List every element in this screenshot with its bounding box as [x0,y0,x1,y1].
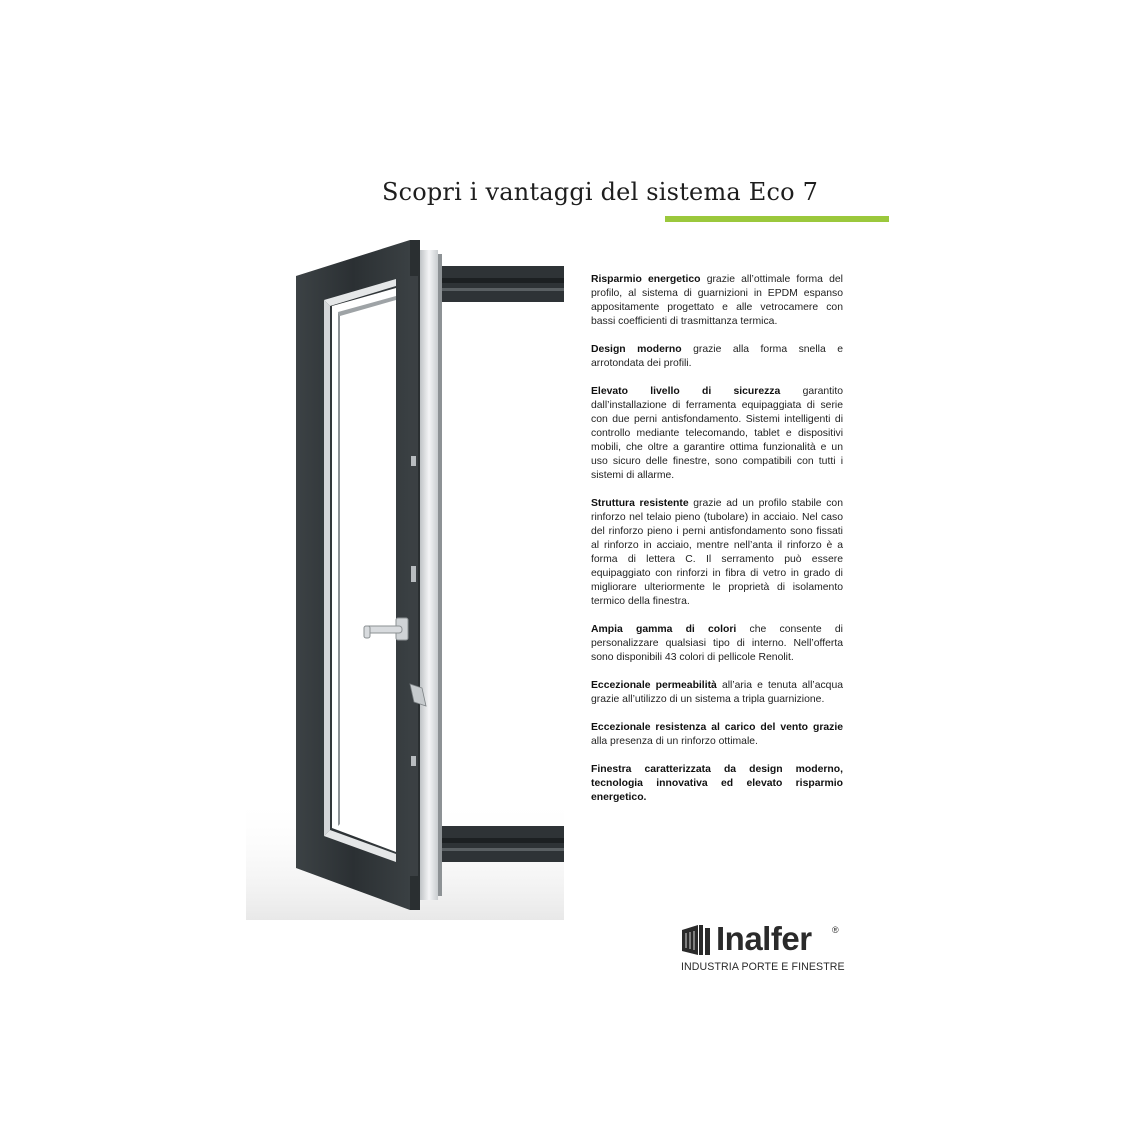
feature-security: Elevato livello di sicurezza garantito dall’installazione di ferramenta equipaggiata di serie con due perni antisfondamento. Sistemi intelligenti di controllo mediante telecomando, tablet e dispositivi mobili, che oltre a garantire ottima funzionalità e un uso sicuro delle finestre, sono compatibili con tutti i sistemi di allarme. [591,386,843,481]
feature-structure: Struttura resistente grazie ad un profilo stabile con rinforzo nel telaio pieno (tubolare) in acciaio. Nel caso del rinforzo pieno i perni antisfondamento sono fissati al rinforzo in acciaio, mentre nell’anta il rinforzo è a forma di lettera C. Il serramento può essere equipaggiato con rinforzi in fibra di vetro in grado di migliorare ulteriormente le proprietà di isolamento termico della finestra. [591,498,843,607]
inalfer-logo [680,922,850,978]
logo-tagline: INDUSTRIA PORTE E FINESTRE [681,961,845,973]
page-title: Scopri i vantaggi del sistema Eco 7 [381,178,819,206]
feature-energy-saving: Risparmio energetico grazie all’ottimale forma del profilo, al sistema di guarnizioni in EPDM espanso appositamente progettato e alle vetrocamere con bassi coefficienti di trasmittanza termica. [591,274,843,327]
feature-colors: Ampia gamma di colori che consente di personalizzare qualsiasi tipo di interno. Nell’offerta sono disponibili 43 colori di pellicole Renolit. [591,624,843,663]
feature-wind-resistance: Eccezionale resistenza al carico del vento grazie alla presenza di un rinforzo ottimale. [591,722,843,747]
inalfer-door-icon [680,924,712,956]
feature-list [591,273,843,819]
registered-mark: ® [832,925,839,935]
feature-summary: Finestra caratterizzata da design moderno, tecnologia innovativa ed elevato risparmio energetico. [591,764,843,803]
feature-permeability: Eccezionale permeabilità all’aria e tenuta all’acqua grazie all’utilizzo di un sistema a tripla guarnizione. [591,680,844,705]
window-casement-icon [246,236,564,920]
feature-modern-design: Design moderno grazie alla forma snella e arrotondata dei profili. [591,344,843,369]
accent-underline [665,216,889,222]
logo-name: Inalfer [716,920,812,957]
